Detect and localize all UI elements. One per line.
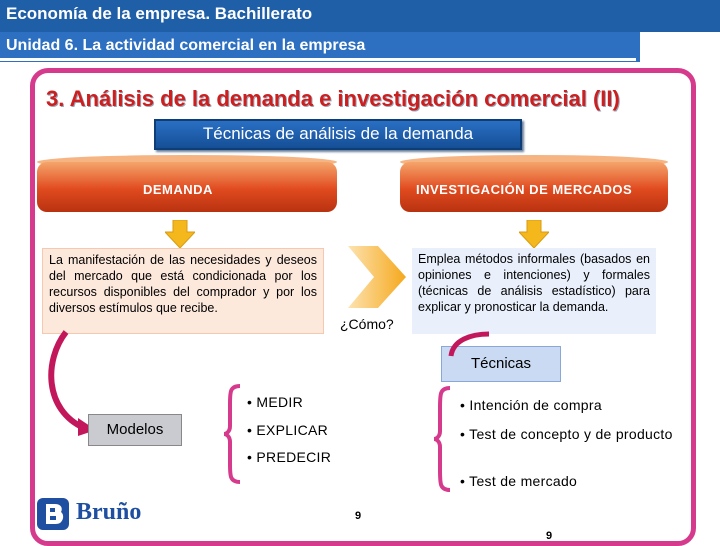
modelos-item-explicar: • EXPLICAR — [247, 422, 329, 438]
como-question: ¿Cómo? — [340, 316, 394, 332]
tecnicas-label: Técnicas — [470, 355, 532, 372]
tecnicas-bracket — [432, 386, 454, 492]
bruno-logo-mark-icon — [36, 497, 70, 531]
modelos-item-medir: • MEDIR — [247, 394, 304, 410]
page-number-center: 9 — [355, 510, 362, 522]
course-title: Economía de la empresa. Bachillerato — [6, 4, 313, 23]
bruno-logo-text: Bruño — [76, 499, 142, 525]
subtitle-box — [154, 119, 522, 150]
demanda-description-box — [42, 248, 324, 334]
demanda-cylinder — [37, 155, 337, 212]
modelos-box — [88, 414, 182, 446]
modelos-bracket — [222, 384, 244, 484]
tecnicas-curve-arrow — [445, 330, 495, 358]
subtitle-label: Técnicas de análisis de la demanda — [202, 124, 474, 143]
slide-title: 3. Análisis de la demanda e investigación comercial (II) — [46, 86, 620, 111]
page-number-right: 9 — [546, 530, 553, 542]
tecnicas-item-intencion: • Intención de compra — [460, 397, 602, 413]
demanda-label: DEMANDA — [143, 182, 213, 197]
modelos-label: Modelos — [106, 421, 164, 438]
tecnicas-item-test-mercado: • Test de mercado — [460, 473, 578, 489]
investigacion-description-box — [412, 248, 656, 334]
investigacion-cylinder — [400, 155, 668, 212]
tecnicas-item-test-concepto: • Test de concepto y de producto — [460, 426, 673, 442]
modelos-item-predecir: • PREDECIR — [247, 449, 332, 465]
header-divider — [0, 58, 636, 61]
investigacion-down-arrow — [519, 220, 549, 248]
investigacion-description: Emplea métodos informales (basados en opiniones e intenciones) y formales (técnicas de análisis estadístico) para explicar y pronosticar la demanda. — [418, 252, 650, 314]
investigacion-label: INVESTIGACIÓN DE MERCADOS — [416, 182, 633, 197]
bruno-logo — [36, 497, 166, 531]
right-chevron-arrow — [346, 244, 408, 310]
demanda-down-arrow — [165, 220, 195, 248]
demanda-cylinder-body — [37, 162, 337, 212]
unit-title: Unidad 6. La actividad comercial en la empresa — [6, 37, 366, 54]
demanda-description: La manifestación de las necesidades y deseos del mercado que está condicionada por los recursos disponibles del comprador y por los diversos estímulos que recibe. — [49, 253, 317, 315]
course-header — [0, 0, 720, 32]
investigacion-cylinder-body — [400, 162, 668, 212]
